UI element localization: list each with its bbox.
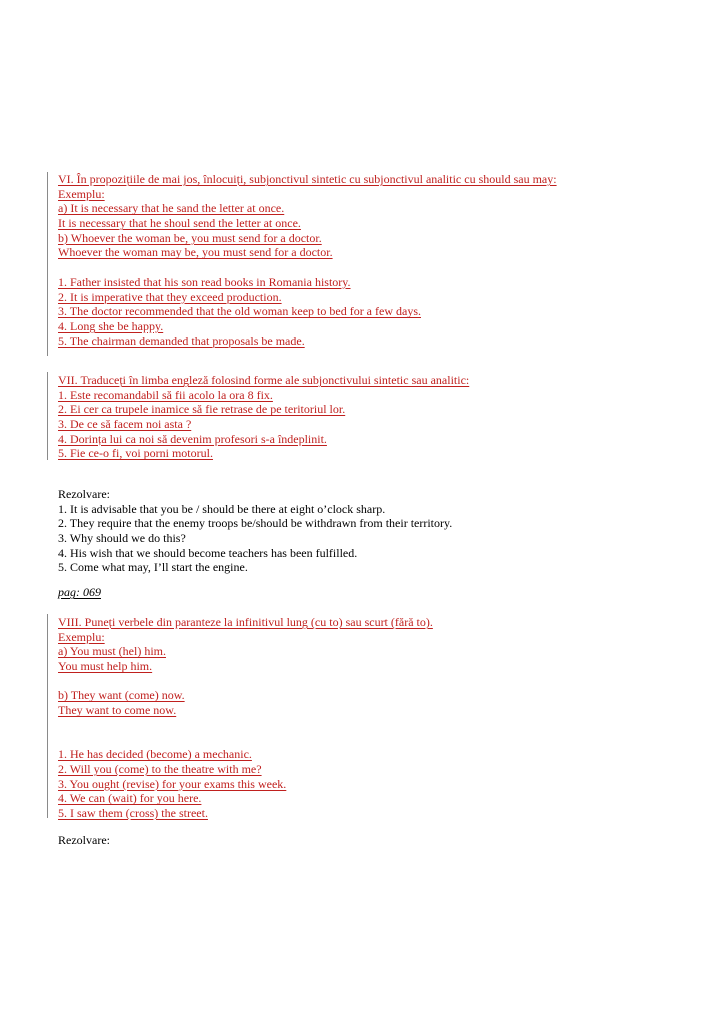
solution-7-label: Rezolvare: [58,487,110,501]
section-8-example-line: a) You must (hel) him. [58,644,166,659]
page-marker: pag: 069 [58,585,101,599]
margin-bar-section-8 [47,614,48,818]
section-7 [58,373,698,461]
section-8 [58,615,698,821]
page-marker-block [58,585,698,600]
section-6-example-line: a) It is necessary that he sand the letter at once. [58,201,285,216]
blank-line [58,718,698,733]
solution-7-item: 1. It is advisable that you be / should be there at eight o’clock sharp. [58,501,386,516]
section-6-title: VI. În propozițiile de mai jos, înlocuiți, subjonctivul sintetic cu subjonctivul analitic cu should sau may: [58,172,557,186]
solution-7 [58,487,698,575]
section-6-example-line: b) Whoever the woman be, you must send for a doctor. [58,230,322,245]
solution-7-item: 2. They require that the enemy troops be/should be withdrawn from their territory. [58,516,453,531]
section-6-item: 1. Father insisted that his son read books in Romania history. [58,274,351,289]
section-8-example-line: You must help him. [58,659,153,674]
section-8-example-label: Exemplu: [58,629,105,644]
section-8-item: 5. I saw them (cross) the street. [58,805,208,820]
section-7-item: 3. De ce să facem noi asta ? [58,417,192,432]
section-6 [58,172,698,348]
solution-7-item: 4. His wish that we should become teachers has been fulfilled. [58,545,358,560]
solution-7-item: 3. Why should we do this? [58,531,186,546]
solution-7-item: 5. Come what may, I’ll start the engine. [58,560,248,575]
blank-line [58,674,698,689]
section-8-item: 2. Will you (come) to the theatre with me? [58,761,262,776]
section-6-example-line: Whoever the woman may be, you must send for a doctor. [58,245,333,260]
margin-bar-section-7 [47,372,48,460]
section-8-item: 4. We can (wait) for you here. [58,791,202,806]
section-8-title: VIII. Puneți verbele din paranteze la infinitivul lung (cu to) sau scurt (fără to). [58,615,433,629]
solution-8 [58,833,698,848]
section-6-item: 2. It is imperative that they exceed production. [58,289,282,304]
section-7-item: 2. Ei cer ca trupele inamice să fie retrase de pe teritoriul lor. [58,402,346,417]
section-7-item: 5. Fie ce-o fi, voi porni motorul. [58,446,213,461]
section-8-item: 1. He has decided (become) a mechanic. [58,747,252,762]
section-6-example-label: Exemplu: [58,186,105,201]
section-6-example-line: It is necessary that he shoul send the letter at once. [58,216,301,231]
section-6-item: 3. The doctor recommended that the old woman keep to bed for a few days. [58,304,421,319]
solution-8-label: Rezolvare: [58,833,110,847]
margin-bar-section-6 [47,172,48,356]
section-7-item: 1. Este recomandabil să fii acolo la ora 8 fix. [58,387,273,402]
section-6-item: 4. Long she be happy. [58,318,164,333]
blank-line [58,260,698,275]
section-7-item: 4. Dorința lui ca noi să devenim profesori s-a îndeplinit. [58,431,327,446]
blank-line [58,733,698,748]
section-8-item: 3. You ought (revise) for your exams this week. [58,776,287,791]
section-6-item: 5. The chairman demanded that proposals be made. [58,333,305,348]
section-8-example-line: They want to come now. [58,703,177,718]
section-7-title: VII. Traduceți în limba engleză folosind forme ale subjonctivului sintetic sau analitic: [58,373,470,387]
section-8-example-line: b) They want (come) now. [58,688,185,703]
